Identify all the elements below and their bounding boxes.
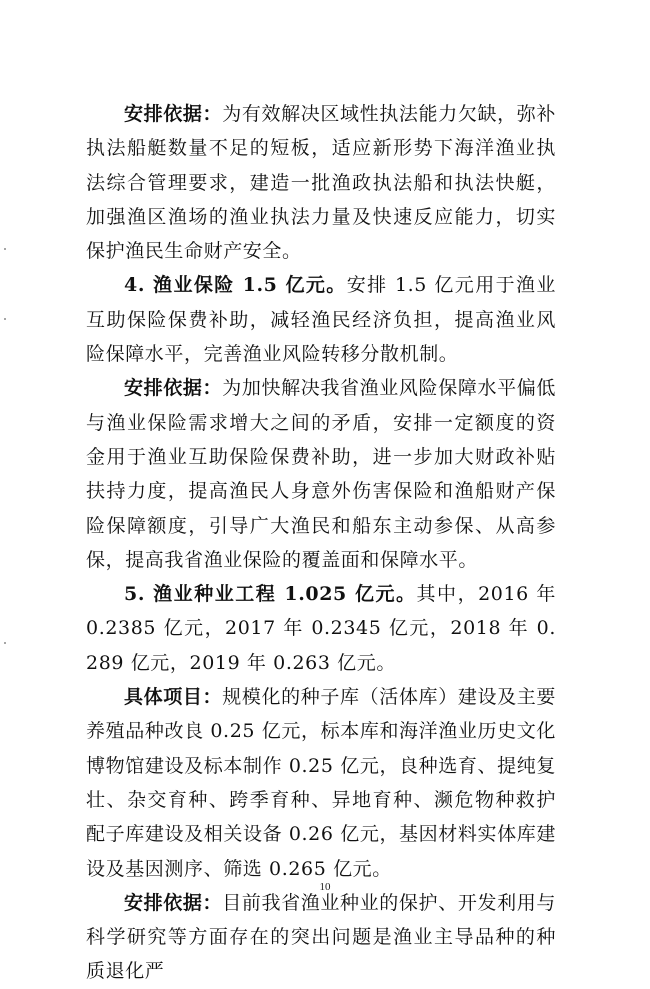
scan-margin-mark [4,318,6,320]
scan-margin-mark [4,248,6,250]
paragraph-fishery-insurance [86,268,556,371]
paragraph-basis-enforcement [86,97,556,268]
paragraph-lead: 5. 渔业种业工程 1.025 亿元。 [124,583,417,606]
paragraph-lead: 具体项目： [124,686,223,709]
scan-margin-mark [4,642,6,644]
paragraph-seed-industry [86,577,556,680]
paragraph-lead: 安排依据： [124,103,223,125]
document-body [86,97,556,989]
paragraph-lead: 安排依据： [124,891,223,914]
paragraph-text: 目前我省渔业种业的保护、开发利用与科学研究等方面存在的突出问题是渔业主导品种的种质退化严 [86,891,556,983]
page-number: 10 [319,881,331,893]
paragraph-basis-insurance [86,371,556,577]
paragraph-text: 为有效解决区域性执法能力欠缺，弥补执法船艇数量不足的短板，适应新形势下海洋渔业执法综合管理要求，建造一批渔政执法船和执法快艇，加强渔区渔场的渔业执法力量及快速反应能力，切实保护渔民生命财产安全。 [86,103,556,263]
paragraph-text: 其中，2016 年 0.2385 亿元，2017 年 0.2345 亿元，2018 年 0.289 亿元，2019 年 0.263 亿元。 [86,583,556,674]
paragraph-basis-seed [86,886,556,989]
paragraph-specific-projects [86,680,556,886]
paragraph-text: 安排 1.5 亿元用于渔业互助保险保费补助，减轻渔民经济负担，提高渔业风险保障水平，完善渔业风险转移分散机制。 [86,274,556,366]
paragraph-text: 规模化的种子库（活体库）建设及主要养殖品种改良 0.25 亿元，标本库和海洋渔业历史文化博物馆建设及标本制作 0.25 亿元，良种选育、提纯复壮、杂交育种、跨季育种、异地育种、濒危物种救护配子库建设及相关设备 0.26 亿元，基因材料实体库建设及基因测序、筛选 0.265 亿元。 [86,686,556,880]
paragraph-lead: 4. 渔业保险 1.5 亿元。 [124,274,347,297]
paragraph-text: 为加快解决我省渔业风险保障水平偏低与渔业保险需求增大之间的矛盾，安排一定额度的资金用于渔业互助保险保费补助，进一步加大财政补贴扶持力度，提高渔民人身意外伤害保险和渔船财产保险保障额度，引导广大渔民和船东主动参保、从高参保，提高我省渔业保险的覆盖面和保障水平。 [86,377,556,571]
paragraph-lead: 安排依据： [124,377,223,400]
